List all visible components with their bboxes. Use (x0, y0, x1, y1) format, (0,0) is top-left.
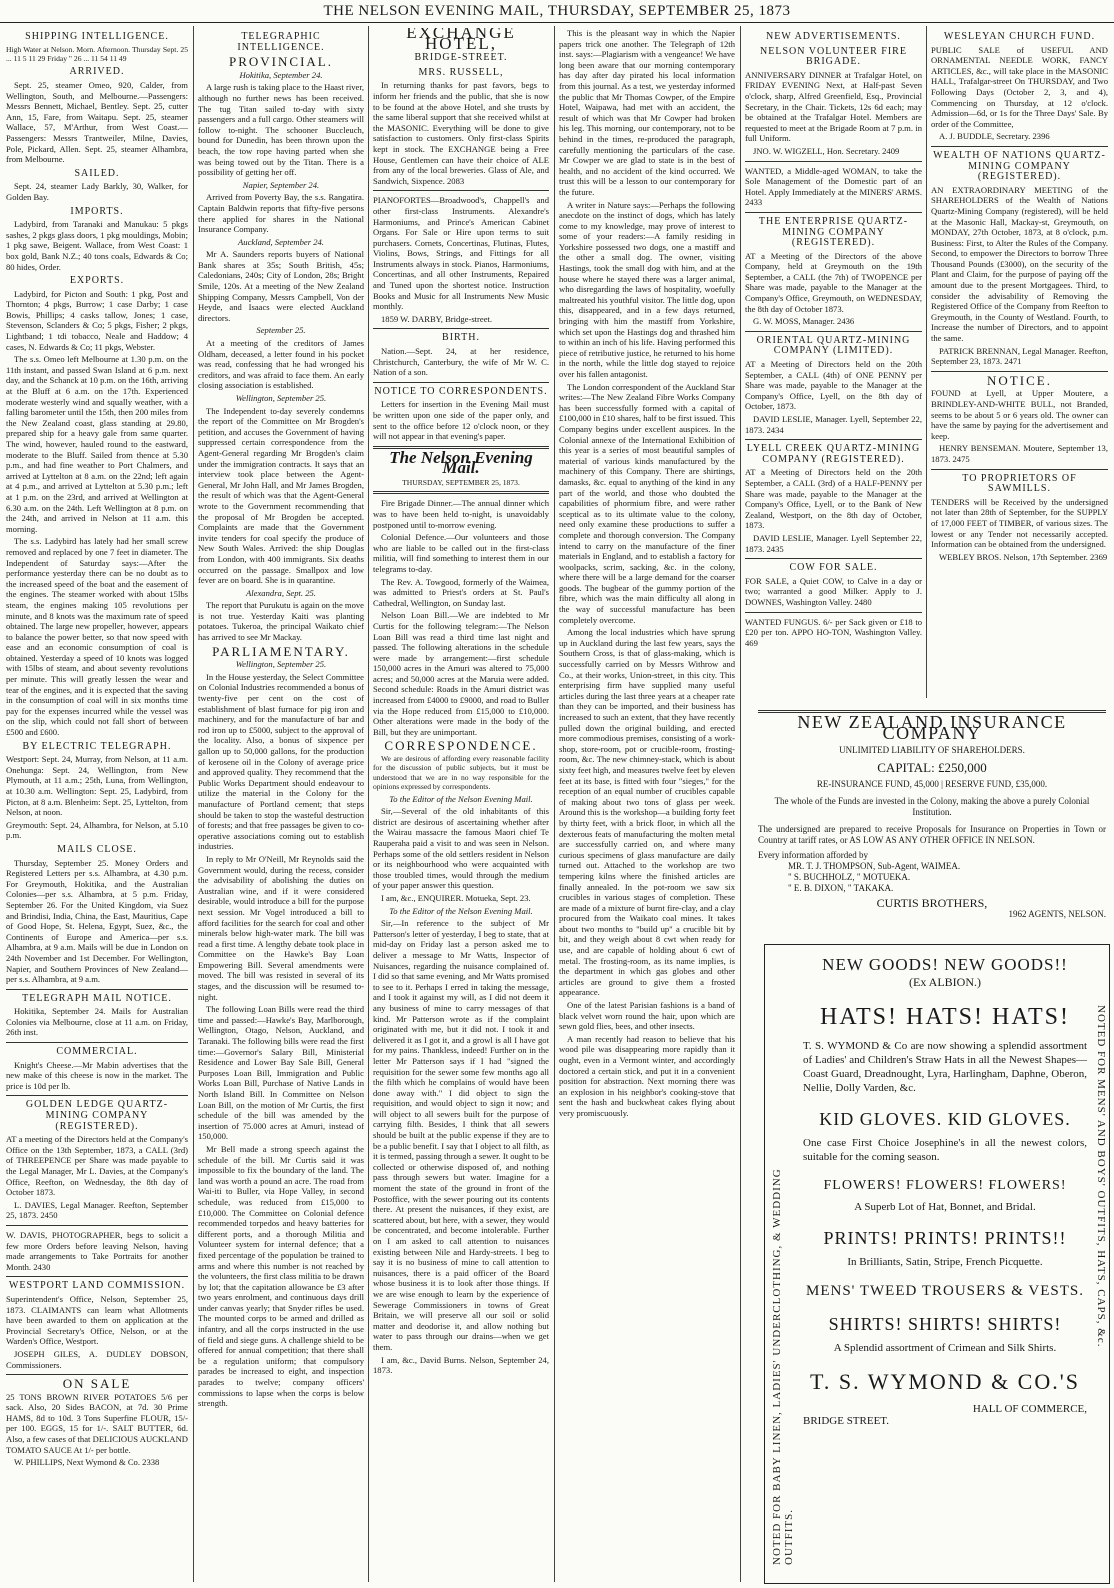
column-new-ads (745, 28, 922, 700)
ad-text: FOR SALE, a Quiet COW, to Calve in a day or two; warranted a good Milker. Apply to J. DOWNES, Washington Valley. 2480 (745, 575, 922, 607)
column-shipping (6, 28, 188, 1580)
article-text: A writer in Nature says:—Perhaps the following anecdote on the instinct of dogs, which has lately come to my knowledge, may prove of interest to some of your readers:—A family residing in Yorkshire possessed two dogs, one a mastiff and the other a small dog. The owner, visiting Hastings, took the small dog with him, and at the house where he stayed there was a larger animal, who disregarding the laws of hospitality, woefully maltreated his youthful visitor. The little dog, upon this, disappeared, and in a few days returned, bringing with him the mastiff from Yorkshire, which set upon the Hastings dog and thrashed him to within an inch of his life. Having performed this piece of retributive justice, he returned to his home in the north, while the little dog stayed to rejoice over his fallen antagonist. (559, 199, 735, 379)
flowers-text: A Superb Lot of Hat, Bonnet, and Bridal. (854, 1201, 1036, 1213)
section-title: COMMERCIAL. (56, 1046, 138, 1058)
ad-signature: A. J. BUDDLE, Secretary. 2396 (939, 131, 1050, 142)
vertical-text-right: NOTED FOR MENS' AND BOYS' OUTFITS, HATS, CAPS, &c. (1095, 1005, 1107, 1348)
article-text: Colonial Defence.—Our volunteers and those who are liable to be called out in the first-class militia, will find something to interest them in our telegrams to-day. (373, 532, 549, 574)
notice-text: Letters for insertion in the Evening Mail must be written upon one side of the paper only, and sent to the office before 12 o'clock noon, or they will not appear in that evening's paper. (373, 399, 549, 442)
agents-line: 1962 AGENTS, NELSON. (1008, 909, 1106, 919)
article-text: The following Loan Bills were read the third time and passed:—Hawke's Bay, Marlborough, Wellington, Otago, Nelson, Auckland, and Taranaki. The following bills were read the first time:—Governor's Salary Bill, Ministerial Residence and Lower Bay Sale Bill, General Purposes Loan Bill, Immigration and Public Works Loan Bill, Purchase of Native Lands in North Island Bill. In Committee on Nelson Loan Bill, on the motion of Mr Curtis, the first schedule of the bill was amended by the insertion of 75.000 acres at Amuri, instead of 150,000. (198, 1004, 364, 1142)
ad-text: TENDERS will be Received by the undersigned not later than 28th of September, for the SUPPLY of 17,000 FEET of TIMBER, of various sizes. The lowest or any Tender not necessarily accepted. Information can be obtained from the undersigned. (931, 496, 1108, 550)
ad-signature: G. W. MOSS, Manager. 2436 (753, 316, 855, 327)
ad-title: COW FOR SALE. (789, 562, 878, 574)
column-rule (554, 26, 555, 1582)
prints-text: In Brilliants, Satin, Stripe, French Picquette. (847, 1256, 1043, 1268)
column-rule (193, 26, 194, 1582)
divider (6, 1225, 188, 1226)
section-title: SHIPPING INTELLIGENCE. (25, 31, 169, 42)
imports-text: Ladybird, from Taranaki and Manukau: 5 pkgs sashes, 2 pkgs glass doors, 1 pkg mouldings, Mobin; 1 pkg sawe, Beigent. Wallace, from West Coast: 1 box gold, Bank N.Z.; 40 tons coals, Edwards & Co; 80 hides, Order. (6, 219, 188, 272)
divider (745, 558, 922, 559)
prints-heading: PRINTS! PRINTS! PRINTS!! (823, 1228, 1067, 1248)
letter-text: Sir,—In reference to the subject of Mr Patterson's letter of yesterday, I beg to state, that at mid-day on Friday last a person asked me to deliver a message to Mr Watts, Inspector of Nuisances, regarding the nuisance complained of. I did so that same evening, and Mr Watts promised to see to it. Perhaps I erred in taking the message, and I took it against my will, as I did not deem it any business of mine to carry messages of that kind. Mr Patterson wrote as if the complaint originated with me, but it did not. I took it and delivered it as I got it, and a growl is all I have got for my pains. Thankless, indeed! Further on in the letter Mr Patterson says if I had "signed the requisition for the sewer some few months ago all the filth which he complains of would have been done away with." I did object to sign the requisition, and would object to sign it now; and will object to all sewers built for the purpose of carrying filth. Besides, I think that all sewers should be built at the public expense if they are to be a public benefit. I say that I object to all filth, as it is termed, passing through a sewer. It ought to be collected or otherwise disposed of, and nothing pass through sewers but water. Imagine for a moment the state of the ground in front of the Postoffice, with the sewer pouring out its contents there. At present the nuisances, if they exist, are scattered about, but here, with a sewer, they would be concentrated, and become intolerable. Further on I am asked to call attention to nuisances existing between Nile and Hardy-streets. I beg to say it is no business of mine to call attention to nuisances, there is a paid officer of the Board whose business it is to look after those things. If we are wise enough to learn by the experience of Sewerage Commissioners in towns of Great Britain, we will preserve all our soil or solid matter and deodorise it, and allow nothing but water to pass through our drains—when we get them. (373, 918, 549, 1352)
gloves-heading: KID GLOVES. KID GLOVES. (819, 1109, 1071, 1129)
divider (931, 146, 1108, 147)
agent-line: " E. B. DIXON, " TAKAKA. (788, 883, 894, 893)
hats-text: T. S. WYMOND & Co are now showing a splendid assortment of Ladies' and Children's Straw Hats in all the Newest Shapes—Coast Guard, Dreadnought, Lyra, Harlingham, Daphne, Oberon, Nellie, Dolly Varden, &c. (803, 1040, 1087, 1094)
ad-text: AN EXTRAORDINARY MEETING of the SHAREHOLDERS of the Wealth of Nations Quartz-Mining Company (registered), will be held at the Masonic Hall, Mackay-st, Greymouth, on MONDAY, 27th October, 1873, at 8 o'clock, p.m. Business: First, to Alter the Rules of the Company. Second, to empower the Directors to borrow Three Thousand Pounds (£3000), on the security of the Plant and Claim, for the purpose of paying off the amount due to the present Mortgagees. Third, to consider the advisability of Removing the Registered Office of the Company from Reefton to Greymouth, in the County of Westland. Fourth, to Increase the number of Directors, and to appoint the same. (931, 184, 1108, 344)
arrived-text: Sept. 25, steamer Omeo, 920, Calder, from Wellington, South, and Melbourne.—Passengers: Messrs Bennett, Michael, Bentley. Sept. 25, cutter Ann, 15, Fare, from Waitapu. Sept. 25, steamer Wallace, 57, M'Arthur, from West Coast.—Passengers: Messrs Trantweiler, Milne, Davies, Pole, Pickard, Allen. Sept. 25, steamer Alhambra, from Melbourne. (6, 80, 188, 165)
ad-signature: W. PHILLIPS, Next Wymond & Co. 2338 (14, 1457, 160, 1468)
subhead: BY ELECTRIC TELEGRAPH. (22, 740, 172, 752)
omeo-report: The s.s. Omeo left Melbourne at 1.30 p.m. on the 11th instant, and passed Swan Island at 6 p.m. next day, and the Schanck at 10 p.m. on the 16th, arriving at the Bluff at 6 a.m. on the 17th. Experienced moderate westerly wind and squally weather, with a falling barometer until the 15th, then 200 miles from the New Zealand coast, glass standing at 29.80, prepared ship for a heavy gale from same quarter. The wind, however, hauled round to the eastward, moderate to the Bluff. Sailed from thence at 5.30 p.m., and had fine weather to Port Chalmers, and arrived at Lyttelton at 8 a.m. on the 22nd; left again at 4 p.m., and arrived at Lyttelton at 5.30 p.m.; left at 1 p.m. on the 23rd, and arrived at Wellington at 6.30 a.m. on the 24th. Left Wellington at 8 p.m. on the 24th, and arrived in Nelson at 11 a.m. this morning. (6, 354, 188, 534)
divider (6, 1042, 188, 1043)
subhead: EXPORTS. (69, 275, 125, 287)
telegraph-arrived: Westport: Sept. 24, Murray, from Nelson, at 11 a.m. Onehunga: Sept. 24, Wellington, from New Plymouth, at 11 a.m.; 25th, Luna, from Wellington, at 10.30 a.m. Wellington: Sept. 25, Ladybird, from Picton, at 8 a.m. Blenheim: Sept. 25, Lyttelton, from Nelson, at noon. (6, 754, 188, 818)
firm-name: T. S. WYMOND & CO.'S (810, 1369, 1080, 1394)
article-text: A large rush is taking place to the Haast river, although no further news has been received. The tug Titan sailed to-day with sixty passengers and a full cargo. Other steamers will follow to-night. The schooner Buccleuch, bound for Dunedin, has been thrown upon the beach, the tow rope having parted when she was being towed out by the Titan. There is a possibility of getting her off. (198, 82, 364, 178)
ad-title: GOLDEN LEDGE QUARTZ-MINING COMPANY (REGISTERED). (25, 1099, 169, 1132)
subhead: CORRESPONDENCE. (384, 738, 538, 754)
agent-line: " S. BUCHHOLZ, " MOTUEKA. (788, 872, 911, 882)
article-text: Mr Bell made a strong speech against the schedule of the bill. Mr Curtis said it was impossible to fix the boundary of the land. The land was worth a pound an acre. The road from Wai-iti to Buller, via Hope Valley, in second schedule, was reduced from £15,000 to £10,000. The Committee on Colonial defence recommended torpedos and heavy batteries for different ports, and a thorough Militia and Volunteer system for internal defence; that a fixed percentage of the population be trained to arms and where this number is not reached by the volunteers, the first class militia to be drawn by lot; that the capitation allowance be £3 after two years enrolment, and continuous days drill under canvas yearly; that Snyder rifles be used. The mounted corps to be armed and drilled as infantry, and all the corps instructed in the use of field and siege guns. A challenge shield to be offered for annual competition; that there shall be a regulation uniform; that compulsory parades be increased to eight, and inspection parades to twelve; company officers' commissions to lapse when the corps is below strength. (198, 1143, 364, 1409)
ad-title: LYELL CREEK QUARTZ-MINING COMPANY (REGISTERED). (746, 443, 921, 465)
letter-text: Sir,—Several of the old inhabitants of this district are desirous of ascertaining whether after the Wairau massacre the famous Maori chief Te Rauperaha paid a visit to and was seen in Nelson. Perhaps some of the old settlers resident in Nelson or its neighbourhood who were acquainted with those troubled times, would through the medium of your paper answer this question. (373, 806, 549, 891)
ad-title: ORIENTAL QUARTZ-MINING COMPANY (LIMITED). (756, 334, 911, 357)
ad-signature: JNO. W. WIGZELL, Hon. Secretary. 2409 (753, 145, 900, 156)
divider (373, 382, 549, 383)
gloves-text: One case First Choice Josephine's in all the newest colors, suitable for the coming season. (803, 1137, 1087, 1163)
ad-text: W. DAVIS, PHOTOGRAPHER, begs to solicit a few more Orders before leaving Nelson, having made arrangements to Take Portraits for another Month. 2430 (6, 1229, 188, 1272)
ad-text: AT a Meeting of the Directors of the above Company, held at Greymouth on the 19th September, a CALL (the 7th) of TWOPENCE per Share was made, payable to the Manager at the Company's Office, Greymouth, on WEDNESDAY, the 8th day of October 1873. (745, 250, 922, 314)
subhead: PROVINCIAL. (229, 54, 333, 70)
ad-signature: L. DAVIES, Legal Manager. Reefton, September 25, 1873. 2450 (6, 1199, 188, 1221)
shirts-text: A Splendid assortment of Crimean and Silk Shirts. (833, 1342, 1057, 1354)
subhead: MAILS CLOSE. (57, 843, 137, 855)
column-editorial (373, 28, 549, 1580)
divider (6, 1374, 188, 1375)
article-text: In reply to Mr O'Neill, Mr Reynolds said the Government would, during the recess, consider the advisability of abolishing the duties on Australian wine, and if it were considered desirable, would introduce a bill for the purpose next session. Mr Vogel introduced a bill to afford facilities for the search for coal and other minerals below high-water mark. The bill was read a first time. A lengthy debate took place in Committee on the Hawke's Bay Loan Empowering Bill. Several amendments were moved. The bill was resisted in several of its stages, and the discussion will be resumed to-night. (198, 853, 364, 1002)
sailed-text: Sept. 24, steamer Lady Barkly, 30, Walker, for Golden Bay. (6, 181, 188, 202)
article-text: Nelson Loan Bill.—We are indebted to Mr Curtis for the following telegram:—The Nelson Loan Bill was read a third time last night and passed. The following alterations in the schedule were made by arrangement:—first schedule 150,000 acres in the Amuri was altered to 75,000 acres; and 50,000 acres at the Maruia were added. Second schedule: Roads in the Amuri district was increased from £4000 to £9000, and road to Buller via the Hope reduced from £15,000 to £10,000. Other alterations were made in the body of the Bill, but they are unimportant. (373, 610, 549, 737)
divider (6, 989, 188, 990)
ad-title: WESLEYAN CHURCH FUND. (943, 31, 1096, 42)
editor-note: We are desirous of affording every reasonable facility for the discussion of public subjects, but it must be understood that we are in no way responsible for the opinions expressed by correspondents. (373, 754, 549, 792)
divider (6, 1095, 188, 1096)
ad-title: TO PROPRIETORS OF SAWMILLS. (962, 472, 1077, 495)
bridge-street: BRIDGE STREET. (803, 1415, 889, 1427)
subhead: SAILED. (74, 167, 120, 179)
ad-signature: PATRICK BRENNAN, Legal Manager. Reefton, September 23, 1873. 2471 (931, 345, 1108, 367)
ad-text: AT a Meeting of Directors held on the 20th September, a CALL (3rd) of a HALF-PENNY per Share was made, payable to the Manager at the Company's Office, Lyell, or to the Bank of New Zealand, Westport, on the 8th day of October, 1873. (745, 467, 922, 531)
ad-text: WANTED FUNGUS. 6/- per Sack given or £18 to £20 per ton. APPO HO-TON, Washington Valley. 469 (745, 616, 922, 648)
ad-signature: 1859 W. DARBY, Bridge-street. (381, 313, 493, 324)
ad-text: FOUND at Lyell, at Upper Moutere, a BRINDLEY-AND-WHITE BULL, not Branded, seems to be about 5 or 6 years old. The owner can have the same by paying for the advertisement and keep. (931, 388, 1108, 441)
dateline: Napier, September 24. (242, 179, 320, 190)
letter-signature: I am, &c., ENQUIRER. Motueka, Sept. 23. (381, 893, 531, 903)
column-rule (740, 26, 741, 1582)
divider (745, 212, 922, 213)
trousers-heading: MENS' TWEED TROUSERS & VESTS. (806, 1283, 1084, 1299)
divider (745, 612, 922, 613)
birth-text: Nation.—Sept. 24, at her residence, Christchurch, Canterbury, the wife of Mr W. C. Nation of a son. (373, 346, 549, 378)
ladybird-report: The s.s. Ladybird has lately had her small screw removed and replaced by one 7 feet in diameter. The Independent of Saturday says:—After the performance yesterday there can be no doubt as to the increased speed of the boat and the easement of the engines. The steamer worked with about 15lbs steam, the engines making 105 revolutions per minute, and 8 knots was the maximum rate of speed obtained. The large new propeller, however, appears to balance the power better, so that now speed with ease and an economic consumption of coal is obtained. Yesterday a speed of 10 knots was logged with 15lbs of steam, and about seventy revolutions per minute. This will greatly lessen the wear and tear of the engines, and it is expected that the saving in the consumption of coal will in six months time pay for the expenses incurred while the vessel was on the slip, which could not fall short of between £500 and £600. (6, 536, 188, 738)
divider (373, 190, 549, 191)
ad-title: ON SALE (62, 1376, 132, 1392)
article-text: The London correspondent of the Auckland Star writes:—The New Zealand Fibre Works Company has been successfully formed with a capital of £100,000 in £10 shares, half to be first issued. This Company begins under excellent auspices. In the Colonial annexe of the International Exhibition of this year is a series of most beautiful samples of material of various kinds manufactured by the machinery of this Company. There are shirtings, damasks, &c. equal to anything of the kind in any part of the world, and those who doubted the capabilities of phormium fibre, and were rather sceptical as to its ultimate value to the colony, need only examine these productions to suffer a complete and thorough conversion. The Company intend to carry on the manufacture of the finer materials in England, and to establish a factory for woolpacks, scrim, sacking, &c. in the colony, where there will be a large demand for the coarser goods. The bugbear of the gummy portion of the fibre, which was the main difficulty all along in the way of successful manufacture has been completely overcome. (559, 381, 735, 625)
flowers-heading: FLOWERS! FLOWERS! FLOWERS! (823, 1178, 1067, 1193)
ad-text: The whole of the Funds are invested in the Colony, making the above a purely Colonial Institution. (774, 796, 1090, 817)
article-text: The Independent to-day severely condemns the report of the Committee on Mr Brogden's petition, and accuses the Government of having suppressed certain correspondence from the Agent-General regarding Mr Brogden's claim under the immigration contracts. It says that an interview took place between the Agent-General, Mr John Hall, and Mr James Brogden, the result of which was that the Agent-General wrote to the Government recommending that the proposal of Mr Brogden be accepted. Complaints are made that the Government invite tenders for coal specify the produce of New South Wales. Arrived: the ship Douglas from London, with 400 immigrants. Six deaths occurred on the passage. Smallpox and low fever are on board. She is in quarantine. (198, 405, 364, 586)
subhead: BIRTH. (442, 332, 480, 344)
divider (745, 331, 922, 332)
ad-text: In returning thanks for past favors, begs to inform her friends and the public, that she is now to be found at the above Hotel, and she trusts by the same liberal support that she received whilst at the MASONIC. Everything will be done to give satisfaction to customers. Only first-class Spirits kept in stock. The EXCHANGE being a Free House, Gentlemen can have their choice of ALE from any of the local breweries. Glass of Ale, and Sandwich, Sixpence. 2083 (373, 80, 549, 186)
article-text: Mr A. Saunders reports buyers of National Bank shares at 35s; South British, 45s; Caledonians, 240s; City of London, 28s; Bright Smile, 120s. At a meeting of the New Zealand Shipping Company, Messrs Campbell, Von der Heyde, and Isaacs were elected Auckland directors. (198, 249, 364, 323)
paper-title: The Nelson Evening Mail. (389, 447, 533, 478)
column-rule (368, 26, 369, 1582)
dateline: Alexandra, Sept. 25. (246, 587, 316, 598)
article-text: The report that Purukutu is again on the move is not true. Yesterday Kaiti was planting potatoes. Tukeroa, the principal Waikato chief has arrived to see Mr Mackay. (198, 600, 364, 643)
article-text: Fire Brigade Dinner.—The annual dinner which was to have been held to-night, is unavoidably postponed until to-morrow evening. (373, 498, 549, 530)
hats-heading: HATS! HATS! HATS! (819, 1004, 1070, 1030)
dateline: Wellington, September 25. (235, 659, 327, 670)
ad-text: ANNIVERSARY DINNER at Trafalgar Hotel, on FRIDAY EVENING Next, at Half-past Seven o'clock, sharp, Alfred Greenfield, Esq., Provincial Secretary, in the Chair. Tickets, 12s 6d each; may be obtained at the Trafalgar Hotel. Members are requested to meet at the Brigade Room at 7 p.m. in full Uniform. (745, 69, 922, 144)
ad-signature: DAVID LESLIE, Manager. Lyell September 22, 1873. 2435 (745, 532, 922, 554)
hall-of-commerce: HALL OF COMMERCE, (972, 1403, 1087, 1415)
tmn-text: Hokitika, September 24. Mails for Australian Colonies via Melbourne, close at 11 a.m. on Friday, 26th inst. (6, 1006, 188, 1038)
ad-title: THE ENTERPRISE QUARTZ-MINING COMPANY (REGISTERED). (758, 215, 909, 249)
article-text: In the House yesterday, the Select Committee on Colonial Industries recommended a bonus of twenty-five per cent on the cost of establishment of blast furnace for pig iron and machinery, and for the manufacture of bar and rod iron up to £5000, subject to the approval of the locality. Also, a bonus of sixpence per gallon up to 50,000 gallons, for the production of kerosene oil in the Colony of average price and approved quality. They recommend that the Public Works Department should endeavour to utilize the material in the Colony for the manufacture of Portland cement; that steps should be taken to stop the wasteful destruction of forests; and that free passages be given to co-operative associations coming out to establish industries. (198, 671, 364, 852)
column-rule (926, 26, 927, 698)
section-title: TELEGRAPHIC INTELLIGENCE. (237, 31, 325, 53)
ad-signature: DAVID LESLIE, Manager. Lyell, September 22, 1873. 2434 (745, 414, 922, 435)
ad-text: AT a Meeting of Directors held on the 20th September, a CALL (4th) of ONE PENNY per Share was made, payable to the Manager at the Company's Office, Lyell, on the 8th day of October, 1873. (745, 359, 922, 412)
letter-heading: To the Editor of the Nelson Evening Mail. (389, 793, 533, 804)
ad-text: WANTED, a Middle-aged WOMAN, to take the Sole Management of the Domestic part of an Hotel. Apply Immediately at the MINERS' ARMS. 2433 (745, 165, 922, 208)
ad-subtitle: UNLIMITED LIABILITY OF SHAREHOLDERS. (839, 745, 1025, 755)
ad-text: PIANOFORTES—Broadwood's, Chappell's and other first-class Instruments. Alexandre's Harmoniums, and Prince's American Cabinet Organs. For Sale or Hire upon terms to suit purchasers. Cornets, Concertinas, Flutinas, Flutes, Violins, Bows, Strings, and Fittings for all Instruments always in stock. Pianos, Harmoniums, Concertinas, and all other Instruments, Repaired and Tuned upon the shortest notice. Instruction Books and Music for all Instruments New Music monthly. (373, 195, 549, 312)
letter-heading: To the Editor of the Nelson Evening Mail. (389, 905, 533, 916)
agent-line: MR. T. J. THOMPSON, Sub-Agent, WAIMEA. (788, 861, 961, 871)
article-text: At a meeting of the creditors of James Oldham, deceased, a letter found in his pocket was read, confessing that he had wronged his creditors, and was afraid to face them. An early closing association is established. (198, 338, 364, 391)
divider (373, 491, 549, 494)
ad-title: WESTPORT LAND COMMISSION. (8, 1280, 186, 1292)
exports-text: Ladybird, for Picton and South: 1 pkg, Post and Thornton; 4 pkgs, Burrow; 1 case Darby; 1 case Bowis, Phillips; 4 casks tallow, Jones; 1 case, Stevenson, Sclanders & Co; 5 pkgs, Fisher; 2 pkgs, Lightband; 1 tdi tobacco, Neale and Haddow; 4 cases, N. Edwards & Co; 11 pkgs, Webster. (6, 288, 188, 352)
column-telegraphic (198, 28, 364, 1580)
divider (745, 161, 922, 162)
ad-title: NOTICE. (987, 372, 1052, 388)
funds: RE-INSURANCE FUND, 45,000 | RESERVE FUND, £35,000. (816, 779, 1048, 789)
ad-text: PUBLIC SALE of USEFUL AND ORNAMENTAL NEEDLE WORK, FANCY ARTICLES, &c., will take place in the MASONIC HALL, Trafalgar-street On THURSDAY, and Two Following Days (October 2, 3, and 4), Commencing on Thursday, at 12 o'clock. Admission—6d, or 1s for the Three Days' Sale. By order of the Committee, (931, 44, 1108, 129)
ad-title: NEW ZEALAND INSURANCE COMPANY (797, 712, 1067, 743)
ad-text: Superintendent's Office, Nelson, September 25, 1873. CLAIMANTS can learn what Allotments have been awarded to them on application at the Provincial Secretary's Office, Nelson, or at the Warden's Office, Westport. (6, 1293, 188, 1347)
article-text: Arrived from Poverty Bay, the s.s. Rangatira. Captain Baldwin reports that fifty-five persons there applied for shares in the National Insurance Company. (198, 192, 364, 235)
ad-subtitle: BRIDGE-STREET. (414, 52, 508, 64)
ad-text: Every information afforded by (758, 850, 869, 860)
dateline: Wellington, September 25. (235, 393, 327, 403)
wymond-content (803, 955, 1087, 1583)
subhead: NOTICE TO CORRESPONDENTS. (374, 385, 548, 397)
dateline: September 25. (256, 325, 306, 336)
ad-title: WEALTH OF NATIONS QUARTZ-MINING COMPANY (REGISTERED). (933, 149, 1106, 183)
shirts-heading: SHIRTS! SHIRTS! SHIRTS! (828, 1314, 1062, 1334)
section-title: NEW ADVERTISEMENTS. (766, 31, 901, 42)
subhead: PARLIAMENTARY. (212, 643, 350, 659)
column-news (559, 28, 735, 1580)
ad-signature: WEBLEY BROS. Nelson, 17th September. 2369 (939, 551, 1108, 562)
mails-text: Thursday, September 25. Money Orders and Registered Letters per s.s. Alhambra, at 4.30 p.m. For Greymouth, Hokitika, and the Australian Colonies—per s.s. Alhambra, at 5 p.m. Friday, September 26. For the United Kingdom, via Suez and Brindisi, India, China, the East, Mauritius, Cape of Good Hope, St. Helena, Egypt, Suez, &c., the Continents of Europe and America—per s.s. Alhambra, at 9 a.m. Mails will be due in London on 24th November and 1st December. For Wellington, Napier, and Southern Provinces of New Zealand—per s.s. Alhambra, at 9 a.m. (6, 857, 188, 985)
article-text: One of the latest Parisian fashions is a band of black velvet worn round the hair, upon which are sewn gold flies, bees, and other insects. (559, 1000, 735, 1032)
column-ads-right (931, 28, 1108, 700)
subhead: ARRIVED. (69, 66, 125, 78)
article-text: A man recently had reason to believe that his wood pile was disappearing more rapidly than it ought, even in a Vermont winter, and accordingly doctored a certain stick, and put it in a convenient position for abstraction. Next morning there was an explosion in his neighbor's cooking-stove that sent the hash and buckwheat cakes flying about very promiscuously. (559, 1033, 735, 1118)
divider (931, 371, 1108, 372)
subhead: IMPORTS. (70, 205, 124, 217)
divider (931, 469, 1108, 470)
ad-subtitle: MRS. RUSSELL, (418, 66, 504, 78)
dateline: Auckland, September 24. (238, 236, 324, 247)
section-title: TELEGRAPH MAIL NOTICE. (22, 992, 172, 1004)
capital: CAPITAL: £250,000 (877, 760, 987, 775)
ad-title: EXCHANGE HOTEL, (406, 28, 516, 53)
divider (373, 328, 549, 329)
ad-signature: JOSEPH GILES, A. DUDLEY DOBSON, Commissioners. (6, 1348, 188, 1370)
wymond-ad (764, 944, 1110, 1584)
ex-albion: (Ex ALBION.) (909, 975, 981, 989)
paper-date: THURSDAY, SEPTEMBER 25, 1873. (402, 477, 520, 487)
article-text: This is the pleasant way in which the Napier papers trick one another. The Telegraph of 12th inst. says:—Plagiarism with a vengeance! We have long been aware that our morning contemporary has day after day pirated his local information from this journal. As a test, we yesterday informed the public that Mr Thomas Cowper, of the Empire Hotel, Waipawa, had met with an accident, the result of which was that Mr Cowper had broken his leg. This morning, our contemporary, not to be behind in the times, re-produced the paragraph, carefully mentioning the particulars of the case. Mr Cowper we are glad to state is in the best of health, and no accident of the kind occurred. We trust this will be a lesson to our contemporary for the future. (559, 28, 735, 197)
comm-text: Knight's Cheese.—Mr Mabin advertises that the new make of this cheese is now in the market. The price is 10d per lb. (6, 1059, 188, 1091)
curtis-brothers: CURTIS BROTHERS, (876, 896, 988, 910)
dateline: Hokitika, September 24. (239, 69, 323, 80)
article-text: The Rev. A. Towgood, formerly of the Waimea, was admitted to Priest's orders at St. Paul's Cathedral, Wellington, on Sunday last. (373, 576, 549, 608)
insurance-ad (758, 706, 1106, 934)
new-goods: NEW GOODS! NEW GOODS!! (822, 955, 1068, 974)
masthead: THE NELSON EVENING MAIL, THURSDAY, SEPTEMBER 25, 1873 (0, 0, 1114, 23)
ad-text: 25 TONS BROWN RIVER POTATOES 5/6 per sack. Also, 20 Sides BACON, at 7d. 30 Prime HAMS, 8d to 10d. 3 Tons Superfine FLOUR, 15/- per 100. EGGS, 15 for 1/-. SALT BUTTER, 6d. Also, a few cases of that DELICIOUS AUCKLAND TOMATO SAUCE At 1/- per bottle. (6, 1391, 188, 1455)
letter-signature: I am, &c., David Burns. Nelson, September 24, 1873. (373, 1354, 549, 1376)
article-text: Among the local industries which have sprung up in Auckland during the last few years, says the Southern Cross, is that of glass-making, which is successfully carried on by Messrs Withrow and Co., at their works, Union-street, in this city. This enterprising firm have supplied many useful articles during the last three years at a cheaper rate than they can be imported, and their business has increased to such an extent, that they have recently pulled down the original building, and erected more commodious premises, consisting of a work-shop, store-room, pot or crucible-room, frosting-room, &c. The new chimney-stack, which is about sixty feet high, and measures twelve feet by eleven feet at its base, is fitted with four "sieges," for the reception of an equal number of crucibles capable of making about two tons of glass per week. Around this is the workshop—a building forty feet by thirty feet, with a brick floor, in which all the dexterous feats of manufacturing the molten metal are successfully carried on, and where many curious specimens of glass manufacture are daily turned out. Attached to the workshop are two tempering kilns where the finished articles are finally annealed. In the pot-room we saw six crucibles in various stages of completion. These are made of a mixture of burnt fire-clay, and a clay procured from the Waikato coal mines. It takes about two months to "build up" a crucible bit by bit, and they weigh about 8 cwt when ready for use, and are capable of holding about 6 cwt of metal. The frosting-room, as its name implies, is the department in which gas globes and other articles are ground to give them a frosted appearance. (559, 627, 735, 998)
divider (6, 1276, 188, 1277)
ad-signature: HENRY BENSEMAN. Moutere, September 13, 1873. 2475 (931, 443, 1108, 464)
high-water: High Water at Nelson. Morn. Afternoon. Thursday Sept. 25 ... 11 5 11 29 Friday " 26 ... 11 54 11 49 (6, 44, 188, 63)
ad-title: NELSON VOLUNTEER FIRE BRIGADE. (760, 45, 907, 68)
ad-text: AT a meeting of the Directors held at the Company's Office on the 13th September, 1873, a CALL (3rd) of THREEPENCE per Share was made payable to the Legal Manager, Mr L. Davies, at the Company's Office, Reefton, on Wednesday, the 8th day of October 1873. (6, 1134, 188, 1198)
ad-text: The undersigned are prepared to receive Proposals for Insurance on Properties in Town or Country at tariff rates, or AS LOW AS ANY OTHER OFFICE IN NELSON. (758, 824, 1106, 845)
divider (745, 439, 922, 440)
telegraph-sailed: Greymouth: Sept. 24, Alhambra, for Nelson, at 5.10 p.m. (6, 819, 188, 841)
vertical-text-left: NOTED FOR BABY LINEN, LADIES' UNDERCLOTHING, & WEDDING OUTFITS. (771, 1168, 795, 1565)
